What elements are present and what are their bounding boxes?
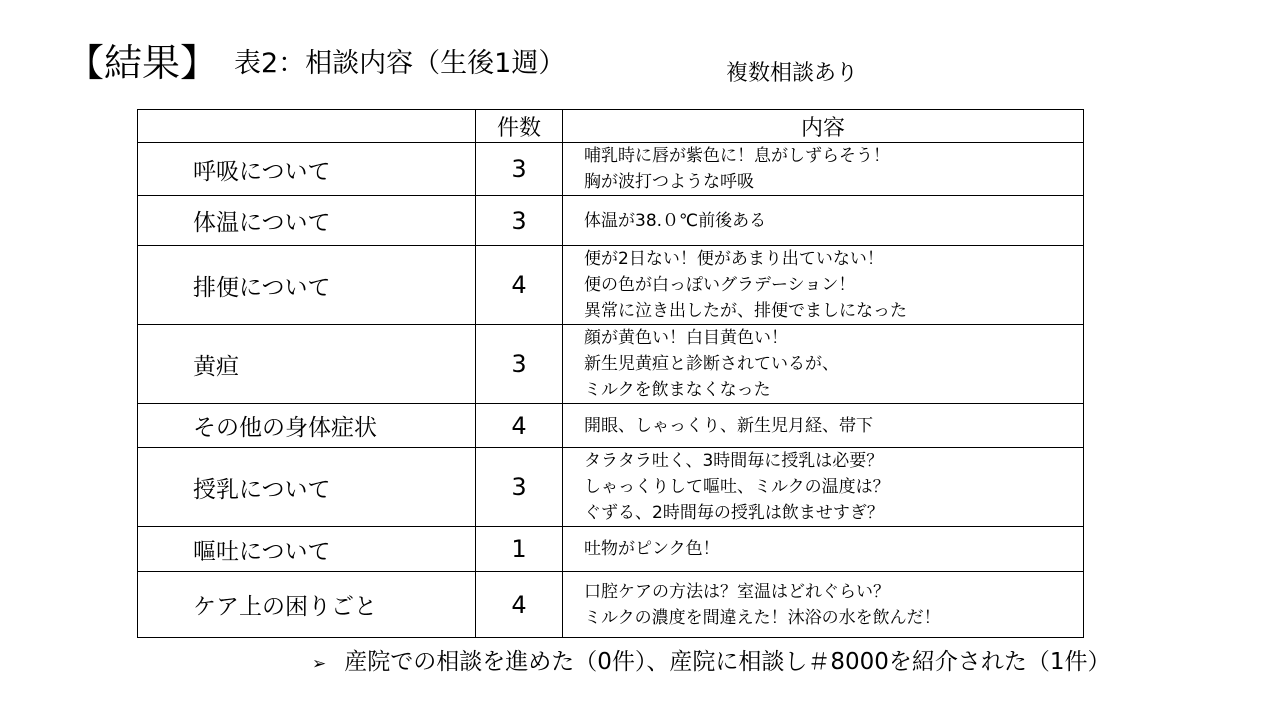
content-line: 胸が波打つような呼吸 (584, 172, 754, 192)
content-line: 口腔ケアの方法は？室温はどれぐらい？ (584, 581, 890, 602)
content-cell (563, 143, 1084, 196)
bullet-arrow-icon: ➢ (312, 654, 327, 674)
header-content: 内容 (563, 110, 1084, 143)
content-line: 体温が38.０℃前後ある (584, 210, 767, 231)
count-cell: 4 (476, 404, 563, 448)
category-cell: 体温について (138, 196, 476, 246)
table-row (138, 448, 1084, 527)
header-category (138, 110, 476, 143)
content-cell (563, 404, 1084, 448)
count-cell: 3 (476, 143, 563, 196)
content-line: 異常に泣き出したが、排便でましになった (584, 301, 907, 321)
count-cell: 3 (476, 325, 563, 404)
footer-text: 産院での相談を進めた（0件）、産院に相談し＃8000を紹介された（1件） (344, 649, 1111, 675)
table-title: 表2：相談内容（生後1週） (234, 48, 566, 79)
content-line: 便が2日ない！便があまり出ていない！ (584, 249, 884, 269)
header-count: 件数 (476, 110, 563, 143)
content-line: 新生児黄疸と診断されているが、 (584, 354, 839, 374)
content-line: 便の色が白っぽいグラデーション！ (584, 275, 856, 295)
content-line: ミルクを飲まなくなった (584, 380, 771, 400)
table-row (138, 196, 1084, 246)
table-row (138, 325, 1084, 404)
multiple-consultation-note: 複数相談あり (726, 61, 859, 86)
content-line: ぐずる、2時間毎の授乳は飲ませすぎ？ (584, 503, 884, 523)
content-line: 吐物がピンク色！ (584, 539, 720, 559)
count-cell: 1 (476, 527, 563, 572)
content-line: 開眼、しゃっくり、新生児月経、帯下 (584, 415, 873, 436)
category-cell: 排便について (138, 246, 476, 325)
table-row (138, 527, 1084, 572)
content-cell (563, 448, 1084, 527)
content-cell (563, 572, 1084, 638)
category-cell: 嘔吐について (138, 527, 476, 572)
count-cell: 3 (476, 196, 563, 246)
category-cell: 呼吸について (138, 143, 476, 196)
content-line: タラタラ吐く、3時間毎に授乳は必要？ (584, 451, 884, 471)
table-row (138, 143, 1084, 196)
table-row (138, 572, 1084, 638)
content-cell (563, 527, 1084, 572)
category-cell: その他の身体症状 (138, 404, 476, 448)
content-line: 哺乳時に唇が紫色に！息がしずらそう！ (584, 146, 890, 166)
content-line: しゃっくりして嘔吐、ミルクの温度は？ (584, 477, 890, 497)
table-row (138, 246, 1084, 325)
count-cell: 4 (476, 572, 563, 638)
content-line: 顔が黄色い！白目黄色い！ (584, 328, 788, 348)
table-row (138, 404, 1084, 448)
category-cell: 授乳について (138, 448, 476, 527)
count-cell: 4 (476, 246, 563, 325)
consultation-table (137, 109, 1084, 638)
table-header-row (138, 110, 1084, 143)
results-heading: 【結果】 (66, 41, 219, 85)
category-cell: ケア上の困りごと (138, 572, 476, 638)
content-cell (563, 196, 1084, 246)
content-line: ミルクの濃度を間違えた！沐浴の水を飲んだ！ (584, 607, 941, 628)
count-cell: 3 (476, 448, 563, 527)
footer-note (312, 646, 1111, 680)
category-cell: 黄疸 (138, 325, 476, 404)
content-cell (563, 246, 1084, 325)
content-cell (563, 325, 1084, 404)
